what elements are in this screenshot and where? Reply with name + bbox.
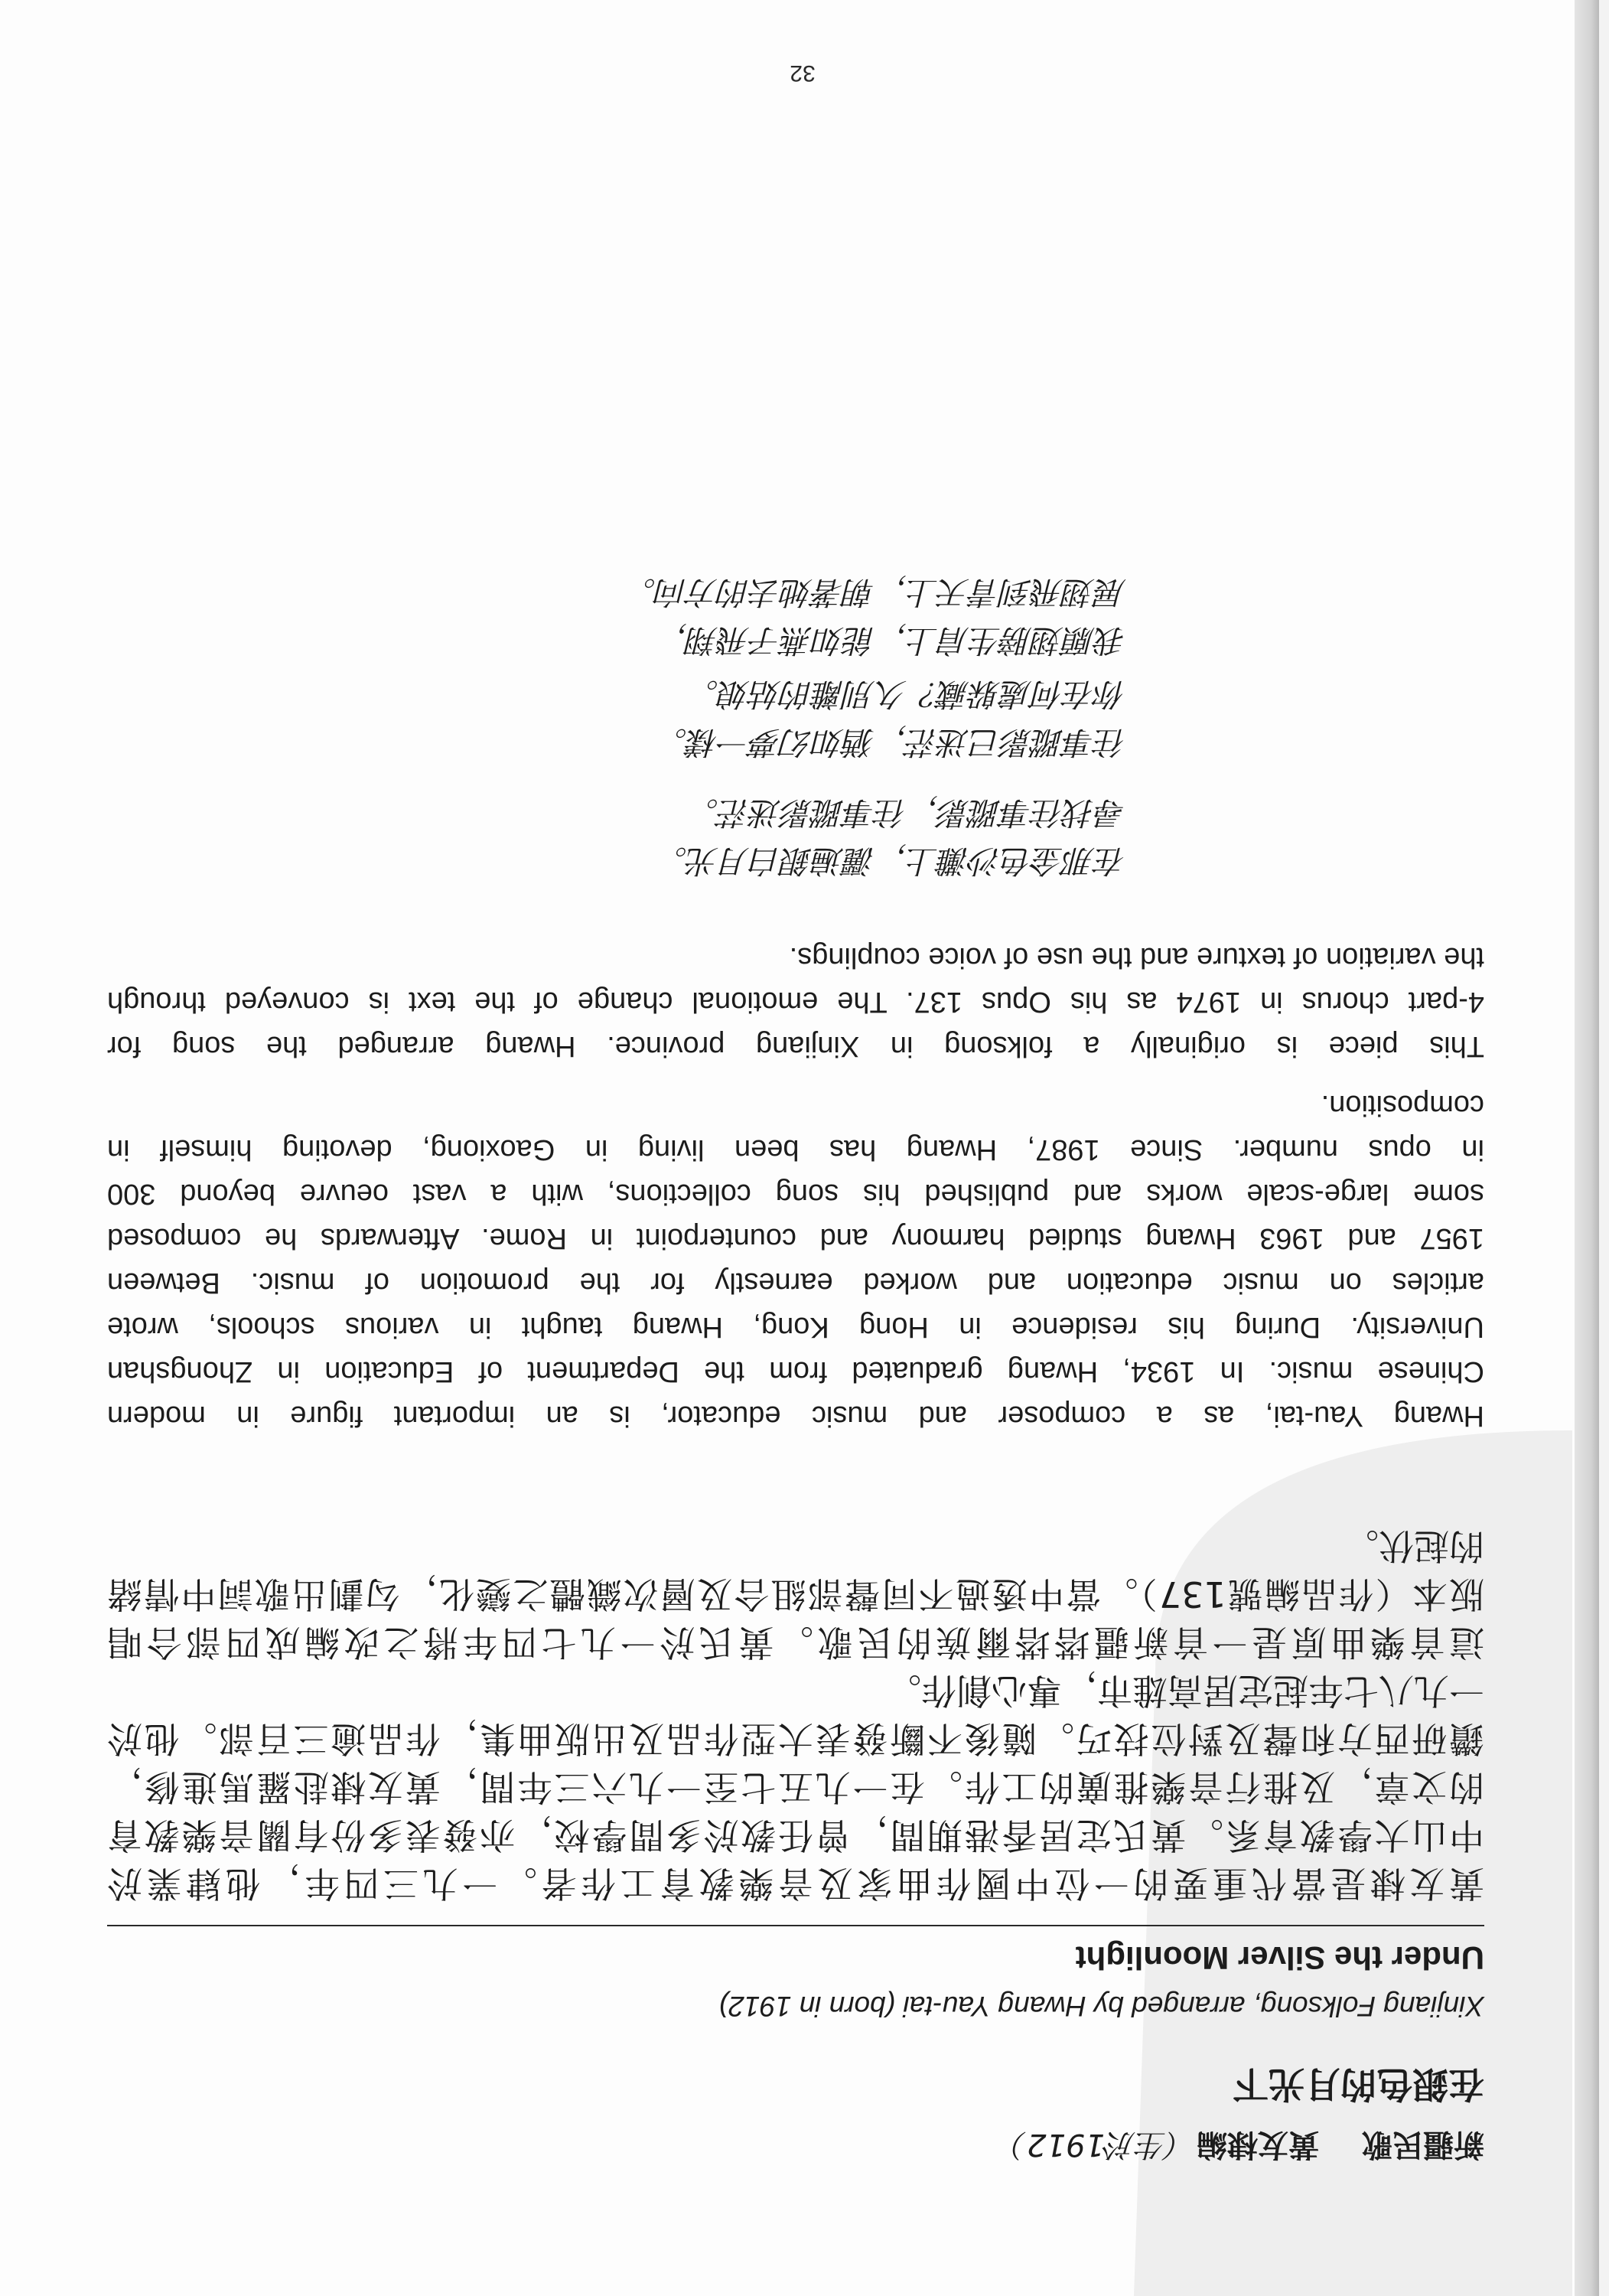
notes-zh-line: 的文章，及推行音樂推廣的工作。在一九五七至一九六三年間，黃友棣赴羅馬進修，	[107, 1766, 1484, 1808]
title-rule	[107, 1925, 1484, 1926]
notes-zh-line: 的起伏。	[1344, 1525, 1484, 1567]
notes-zh-line: 黃友棣是當代重要的一位中國作曲家及音樂教育工作者。一九三四年，他肄業於	[107, 1863, 1484, 1904]
lyric-line: 我願翅膀生肩上，能如燕子飛翔，	[656, 622, 1126, 659]
notes-en-line: 1957 and 1963 Hwang studied harmony and counterpoint in Rome. Afterwards he composed	[107, 1222, 1484, 1254]
notes-en-line: the variation of texture and the use of voice couplings.	[789, 941, 1484, 974]
lyric-line: 展翅飛到青天上，朝著她去的方向。	[624, 574, 1126, 611]
subtitle-en: Xinjiang Folksong, arranged by Hwang Yau-tai (born in 1912)	[718, 1991, 1484, 2022]
notes-zh-line: 鑽研西方和聲及對位技巧。隨後不斷發表大型作品及出版曲集，作品逾三百部。他於	[107, 1718, 1484, 1760]
lyric-line: 往事蹤影已迷茫，猶如幻夢一樣。	[656, 724, 1126, 761]
lyric-line: 在那金色沙灘上，灑遍銀白月光。	[656, 843, 1126, 879]
notes-zh-line: 這首樂曲原是一首新疆塔塔爾族的民歌。黃氏於一九七四年將之改編成四部合唱	[107, 1622, 1484, 1663]
notes-en-line: in opus number. Since 1987, Hwang has been living in Gaoxiong, devoting himself in	[107, 1133, 1484, 1166]
program-notes-zh	[107, 1521, 1484, 1907]
program-notes-en-paragraph-2	[107, 935, 1484, 1068]
notes-zh-line: 中山大學教育系。黃氏定居香港期間，曾任教於多間學校，亦發表多份有關音樂教育	[107, 1815, 1484, 1856]
notes-zh-line: 一九八七年起定居高雄市，專心創作。	[886, 1670, 1484, 1711]
header-birth: （生於1912）	[996, 2127, 1197, 2162]
program-notes-en-paragraph-1	[107, 1083, 1484, 1438]
lyric-line: 你在何處躲藏？久別離的姑娘。	[687, 676, 1126, 713]
notes-zh-line: 版本（作品編號137）。當中透過不同聲部組合及層次織體之變化，勾劃出歌詞中情緒	[107, 1574, 1484, 1615]
notes-en-line: composition.	[1321, 1089, 1484, 1121]
title-en: Under the Silver Moonlight	[1075, 1940, 1484, 1976]
notes-en-line: This piece is originally a folksong in Xinjiang province. Hwang arranged the song for	[107, 1030, 1484, 1062]
page-number: 32	[790, 60, 816, 86]
notes-en-line: Hwang Yau-tai, as a composer and music educator, is an important figure in modern	[107, 1400, 1484, 1432]
title-zh: 在銀色的月光下	[1233, 2063, 1484, 2105]
notes-en-line: Chinese music. In 1934, Hwang graduated from the Department of Education in Zhongshan	[107, 1355, 1484, 1388]
header-arranger: 黃友棣編	[1197, 2127, 1319, 2162]
notes-en-line: some large-scale works and published his song collections, with a vast oeuvre beyond 300	[107, 1178, 1484, 1210]
notes-en-line: University. During his residence in Hong Kong, Hwang taught in various schools, wrote	[107, 1311, 1484, 1343]
notes-en-line: 4-part chorus in 1974 as his Opus 137. The emotional change of the text is conveyed through	[107, 986, 1484, 1018]
piece-header	[996, 2127, 1484, 2162]
lyric-line: 尋找往事蹤影，往事蹤影迷茫。	[687, 794, 1126, 831]
header-origin: 新疆民歌	[1362, 2127, 1484, 2162]
notes-en-line: articles on music education and worked earnestly for the promotion of music. Between	[107, 1267, 1484, 1299]
